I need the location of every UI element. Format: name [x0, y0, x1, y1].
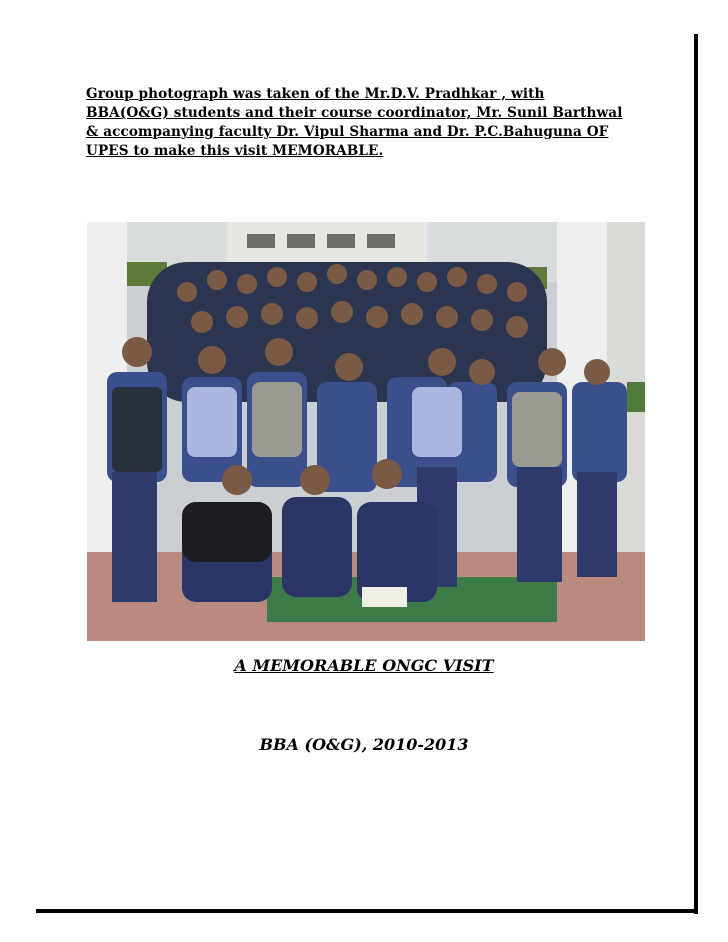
caption-line: & accompanying faculty Dr. Vipul Sharma and Dr. P.C.Bahuguna OF [86, 124, 609, 140]
page-border-right [694, 34, 698, 914]
photo-caption [86, 85, 646, 161]
group-photograph [87, 222, 645, 641]
page-title: A MEMORABLE ONGC VISIT [234, 656, 494, 675]
page-subtitle: BBA (O&G), 2010-2013 [259, 735, 469, 754]
page-border-bottom [36, 909, 698, 913]
caption-line: UPES to make this visit MEMORABLE. [86, 143, 384, 159]
caption-line: Group photograph was taken of the Mr.D.V. Pradhkar , with [86, 86, 545, 102]
caption-line: BBA(O&G) students and their course coordinator, Mr. Sunil Barthwal [86, 105, 623, 121]
